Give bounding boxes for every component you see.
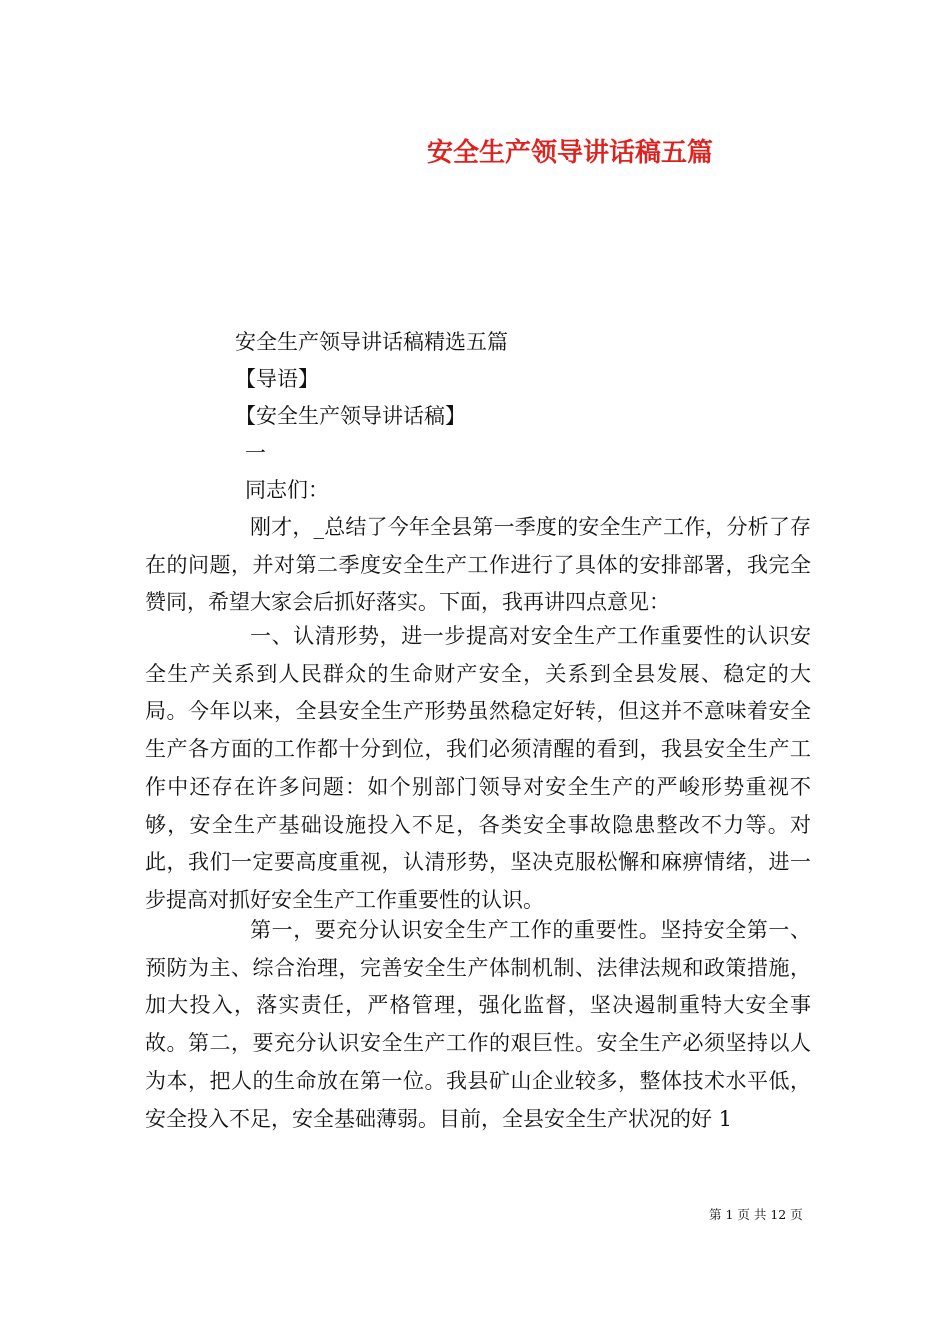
body-paragraph: 第一，要充分认识安全生产工作的重要性。坚持安全第一、预防为主、综合治理，完善安全生产体制机制、法律法规和政策措施，加大投入，落实责任，严格管理，强化监督，坚决遏制重特大安全事故。第二，要充分认识安全生产工作的艰巨性。安全生产必须坚持以人为本，把人的生命放在第一位。我县矿山企业较多，整体技术水平低，安全投入不足，安全基础薄弱。目前，全县安全生产状况的好 1 xyxy=(145,918,811,1131)
document-subtitle: 安全生产领导讲话稿精选五篇 xyxy=(235,330,508,354)
section-heading: 【安全生产领导讲话稿】 xyxy=(235,404,466,428)
salutation: 同志们： xyxy=(245,478,329,502)
body-paragraph: 一、认清形势，进一步提高对安全生产工作重要性的认识安全生产关系到人民群众的生命财产安全，关系到全县发展、稳定的大局。今年以来，全县安全生产形势虽然稳定好转，但这并不意味着安全生产各方面的工作都十分到位，我们必须清醒的看到，我县安全生产工作中还存在许多问题：如个别部门领导对安全生产的严峻形势重视不够，安全生产基础设施投入不足，各类安全事故隐患整改不力等。对此，我们一定要高度重视，认清形势，坚决克服松懈和麻痹情绪，进一步提高对抓好安全生产工作重要性的认识。 xyxy=(145,624,811,912)
body-paragraph: 刚才，_总结了今年全县第一季度的安全生产工作，分析了存在的问题，并对第二季度安全生产工作进行了具体的安排部署，我完全赞同，希望大家会后抓好落实。下面，我再讲四点意见： xyxy=(145,515,811,615)
guide-heading: 【导语】 xyxy=(235,367,319,391)
page-footer: 第 1 页 共 12 页 xyxy=(709,1207,803,1222)
section-number: 一 xyxy=(245,441,266,465)
document-title: 安全生产领导讲话稿五篇 xyxy=(426,138,713,168)
